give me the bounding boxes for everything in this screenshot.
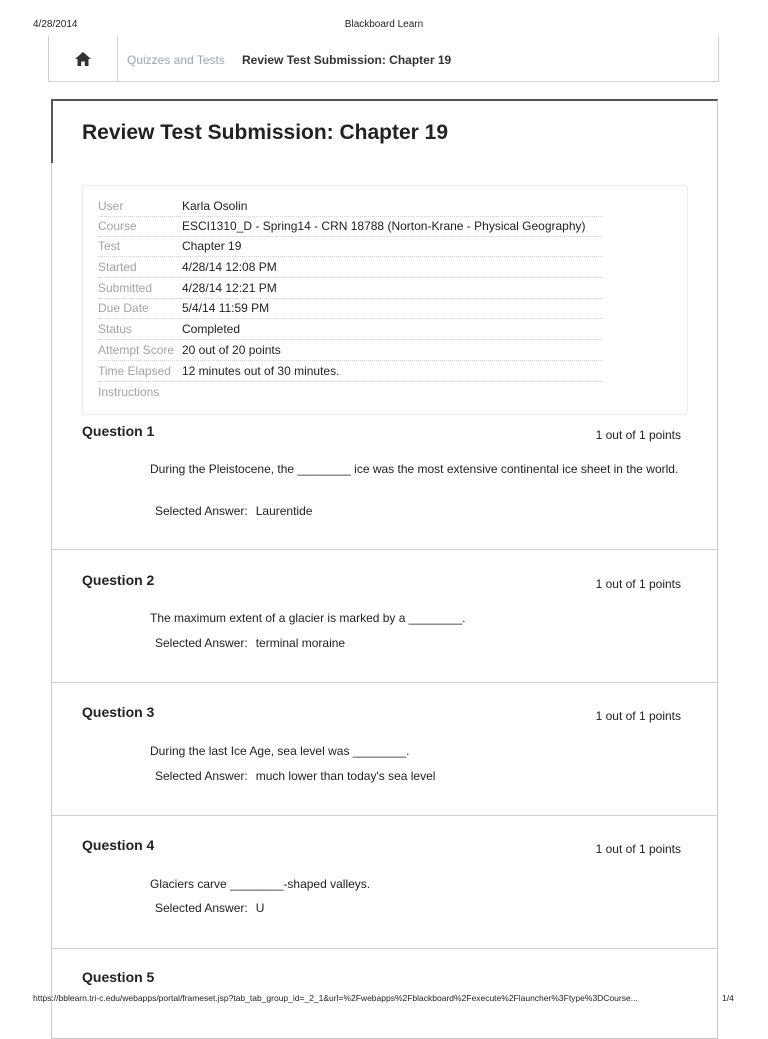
selected-answer-value: Laurentide [255, 504, 313, 518]
info-row-user [98, 196, 603, 217]
selected-answer-label: Selected Answer: [155, 636, 248, 650]
question-text: The maximum extent of a glacier is marked by a ________. [150, 611, 466, 625]
info-key: Due Date [98, 301, 149, 315]
print-header [0, 19, 768, 33]
question-divider [52, 682, 717, 683]
question-title: Question 5 [82, 969, 155, 985]
info-key: Instructions [98, 385, 160, 399]
selected-answer-label: Selected Answer: [155, 504, 248, 518]
info-value: Completed [182, 322, 241, 336]
info-key: Submitted [98, 281, 153, 295]
page-title: Review Test Submission: Chapter 19 [82, 121, 449, 144]
info-value: 4/28/14 12:21 PM [182, 281, 277, 295]
review-card [51, 99, 718, 1039]
breadcrumb [48, 36, 719, 82]
info-value: Karla Osolin [182, 199, 248, 213]
info-key: User [98, 199, 124, 213]
selected-answer [155, 504, 312, 518]
info-key: Status [98, 322, 133, 336]
info-row-course [98, 216, 603, 237]
question-title: Question 1 [82, 423, 155, 439]
info-row-test [98, 236, 603, 257]
info-row-attempt-score [98, 340, 603, 361]
print-url: https://bblearn.tri-c.edu/webapps/portal/frameset.jsp?tab_tab_group_id=_2_1&url=%2Fwebapps%2Fblackboard%2Fexecute%2Flauncher%3Ftype%3DCourse... [33, 993, 638, 1003]
print-date: 4/28/2014 [33, 19, 78, 30]
selected-answer-label: Selected Answer: [155, 901, 248, 915]
info-row-due-date [98, 298, 603, 319]
question-divider [52, 549, 717, 550]
question-points: 1 out of 1 points [595, 842, 681, 856]
info-key: Time Elapsed [98, 364, 171, 378]
info-value: 12 minutes out of 30 minutes. [182, 364, 340, 378]
question-points: 1 out of 1 points [595, 709, 681, 723]
breadcrumb-quizzes-link[interactable]: Quizzes and Tests [127, 53, 225, 67]
question-title: Question 2 [82, 572, 155, 588]
card-accent [51, 99, 53, 163]
print-page-number: 1/4 [722, 993, 734, 1003]
info-row-started [98, 257, 603, 278]
question-title: Question 4 [82, 837, 155, 853]
question-points: 1 out of 1 points [595, 428, 681, 442]
breadcrumb-current: Review Test Submission: Chapter 19 [242, 53, 452, 67]
info-row-time-elapsed [98, 361, 603, 382]
question-text: During the last Ice Age, sea level was ________. [150, 744, 410, 758]
info-row-status [98, 319, 603, 340]
selected-answer [155, 901, 264, 915]
info-key: Attempt Score [98, 343, 175, 357]
selected-answer [155, 769, 435, 783]
selected-answer-value: U [255, 901, 265, 915]
info-value: 4/28/14 12:08 PM [182, 260, 277, 274]
question-divider [52, 948, 717, 949]
home-icon [75, 52, 91, 66]
info-key: Test [98, 239, 121, 253]
question-divider [52, 815, 717, 816]
selected-answer-value: much lower than today's sea level [255, 769, 436, 783]
selected-answer [155, 636, 345, 650]
info-value: ESCI1310_D - Spring14 - CRN 18788 (Norton-Krane - Physical Geography) [182, 219, 586, 233]
question-text: Glaciers carve ________-shaped valleys. [150, 877, 371, 891]
info-value: Chapter 19 [182, 239, 242, 253]
info-value: 5/4/14 11:59 PM [182, 301, 270, 315]
info-key: Started [98, 260, 137, 274]
info-row-submitted [98, 278, 603, 299]
selected-answer-label: Selected Answer: [155, 769, 248, 783]
home-button[interactable] [49, 36, 118, 81]
question-title: Question 3 [82, 704, 155, 720]
submission-details [82, 185, 688, 415]
print-title: Blackboard Learn [344, 19, 424, 30]
info-row-instructions [98, 382, 603, 402]
question-points: 1 out of 1 points [595, 577, 681, 591]
info-key: Course [98, 219, 137, 233]
info-value: 20 out of 20 points [182, 343, 281, 357]
selected-answer-value: terminal moraine [255, 636, 346, 650]
question-text: During the Pleistocene, the ________ ice was the most extensive continental ice sheet in the world. [150, 462, 679, 476]
